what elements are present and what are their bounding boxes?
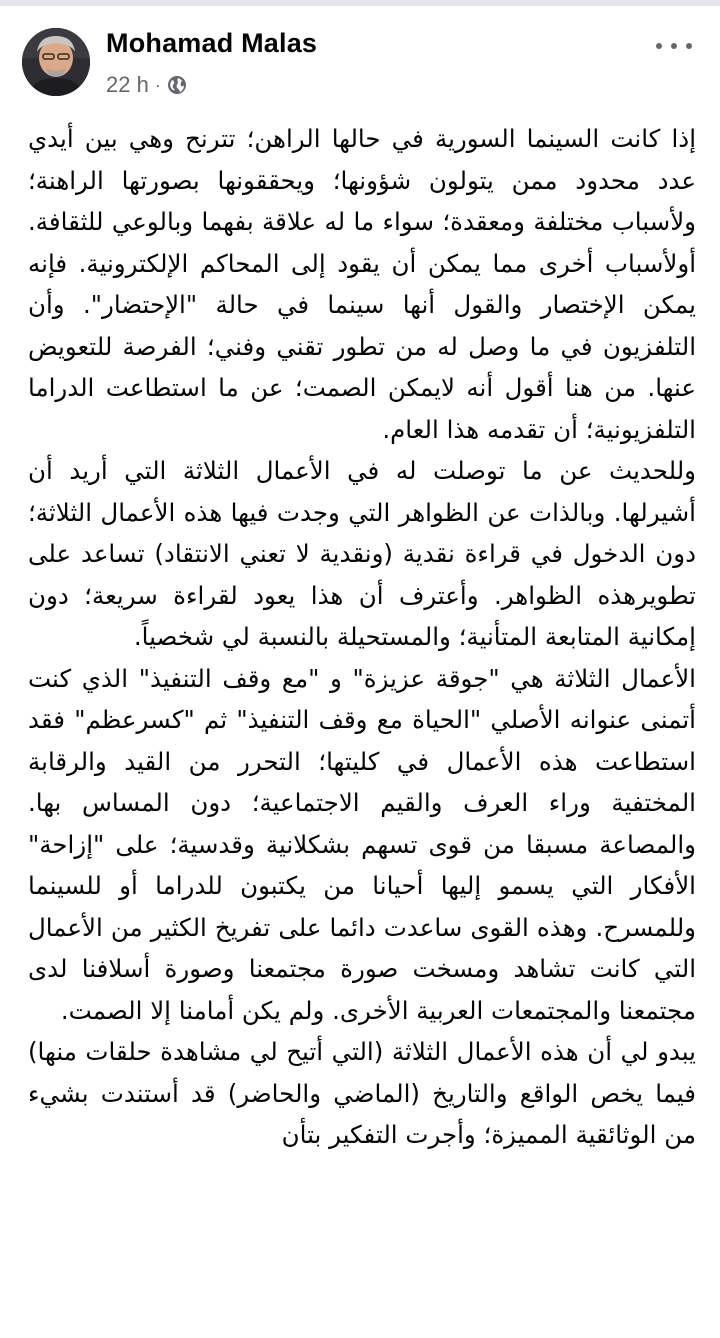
post-text (28, 118, 696, 1156)
author-name[interactable]: Mohamad Malas (106, 28, 318, 58)
post-header (0, 6, 720, 106)
more-options-button[interactable] (656, 36, 692, 56)
more-options-icon (671, 43, 677, 49)
post-paragraph: وللحديث عن ما توصلت له في الأعمال الثلاثة التي أريد أن أشيرلها. وبالذات عن الظواهر التي وجدت فيها هذه الأعمال الثلاثة؛ دون الدخول في قراءة نقدية (ونقدية لا تعني الانتقاد) تساعد على تطويرهذه الظواهر. وأعترف أن هذا يعود لقراءة سريعة؛ دون إمكانية المتابعة المتأنية؛ والمستحيلة بالنسبة لي شخصياً. (28, 456, 696, 651)
post-meta (106, 70, 187, 100)
post-paragraph: إذا كانت السينما السورية في حالها الراهن؛ تترنح وهي بين أيدي عدد محدود ممن يتولون شؤونها؛ ويحققونها بصورتها الراهنة؛ ولأسباب مختلفة ومعقدة؛ سواء ما له علاقة بفهما وبالوعي للثقافة. أولأسباب أخرى مما يمكن أن يقود إلى المحاكم الإلكترونية. فإنه يمكن الإختصار والقول أنها سينما في حالة "الإحتضار". وأن التلفزيون في ما وصل له من تطور تقني وفني؛ الفرصة للتعويض عنها. من هنا أقول أنه لايمكن الصمت؛ عن ما استطاعت الدراما التلفزيونية؛ أن تقدمه هذا العام. (28, 124, 696, 444)
globe-icon[interactable] (167, 75, 187, 95)
author-avatar[interactable] (22, 28, 90, 96)
post-paragraph: الأعمال الثلاثة هي "جوقة عزيزة" و "مع وقف التنفيذ" الذي كنت أتمنى عنوانه الأصلي "الحياة مع وقف التنفيذ" ثم "كسرعظم" فقد استطاعت هذه الأعمال في كليتها؛ التحرر من القيد والرقابة المختفية وراء العرف والقيم الاجتماعية؛ دون المساس بها. والمصاعة مسبقا من قوى تسهم بشكلانية وقدسية؛ على "إزاحة" الأفكار التي يسمو إليها أحيانا من يكتبون للدراما أو للسينما وللمسرح. وهذه القوى ساعدت دائما على تفريخ الكثير من الأعمال التي كانت تشاهد ومسخت صورة مجتمعنا وصورة أسلافنا لدى مجتمعنا والمجتمعات العربية الأخرى. ولم يكن أمامنا إلا الصمت. (28, 663, 696, 1025)
post-time[interactable]: 22 h (106, 72, 149, 97)
more-options-icon (686, 43, 692, 49)
more-options-icon (656, 43, 662, 49)
user-avatar-icon (22, 28, 90, 96)
meta-separator: · (154, 74, 161, 95)
post-paragraph: يبدو لي أن هذه الأعمال الثلاثة (التي أتيح لي مشاهدة حلقات منها) فيما يخص الواقع والتاريخ (الماضي والحاضر) قد أستندت بشيء من الوثائقية المميزة؛ وأجرت التفكير بتأن (28, 1037, 696, 1149)
